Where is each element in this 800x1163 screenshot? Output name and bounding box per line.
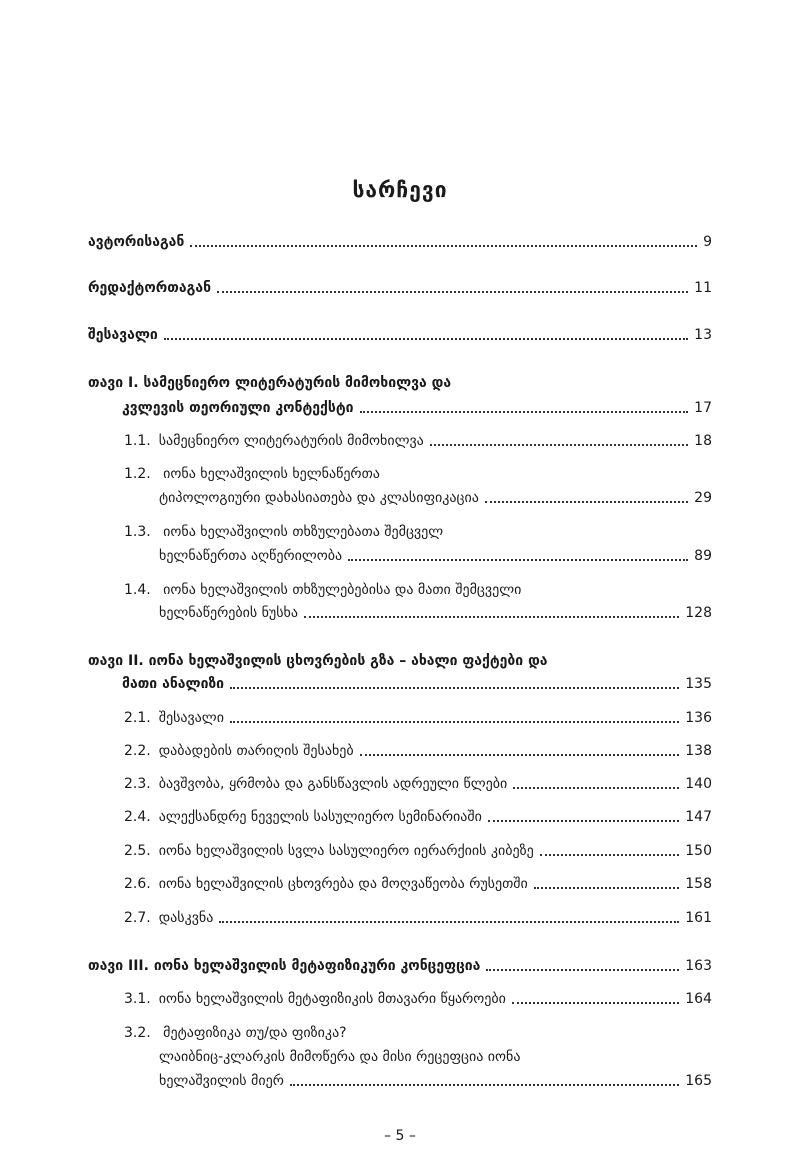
dot-leader <box>360 411 689 413</box>
dot-leader <box>230 687 679 689</box>
toc-entry-title: ხელაშვილის მიერ <box>159 1073 284 1089</box>
toc-entry-chapter-3[interactable] <box>88 956 712 976</box>
toc-entry-title: შესავალი <box>158 710 224 726</box>
toc-entry-title: იონა ხელაშვილის სვლა სასულიერო იერარქიის კიბეზე <box>158 843 534 859</box>
dot-leader <box>513 787 679 789</box>
toc-page-number: 165 <box>685 1073 712 1089</box>
section-number: 2.5. <box>124 843 151 859</box>
toc-page-number: 18 <box>694 433 712 449</box>
toc-entry-1-1[interactable] <box>124 431 712 451</box>
section-number: 3.2. <box>124 1025 151 1041</box>
page-title: სარჩევი <box>352 178 448 202</box>
section-3-2-first-line <box>124 1023 347 1043</box>
toc-entry-3-1[interactable] <box>124 989 712 1009</box>
toc-page-number: 158 <box>685 876 712 892</box>
toc-page-number: 161 <box>685 910 712 926</box>
section-1-4-first-line <box>124 580 521 600</box>
section-number: 3.1. <box>124 991 151 1007</box>
section-number: 2.7. <box>124 910 151 926</box>
toc-entry-1-4[interactable] <box>159 603 712 623</box>
dot-leader <box>290 1084 679 1086</box>
dot-leader <box>164 338 688 340</box>
toc-entry-introduction[interactable] <box>88 325 712 345</box>
section-title-line: იონა ხელაშვილის თხზულებებისა და მათი შემცველი <box>163 582 522 598</box>
toc-entry-title: თავი III. იონა ხელაშვილის მეტაფიზიკური კონცეფცია <box>88 958 481 974</box>
toc-entry-from-editors[interactable] <box>88 278 712 298</box>
dot-leader <box>217 291 688 293</box>
toc-page-number: 17 <box>694 400 712 416</box>
dot-leader <box>534 887 679 889</box>
dot-leader <box>190 245 697 247</box>
toc-page-number: 140 <box>685 776 712 792</box>
toc-entry-title: იონა ხელაშვილის ცხოვრება და მოღვაწეობა რუსეთში <box>158 876 528 892</box>
section-1-2-first-line <box>124 464 380 484</box>
toc-page-number: 128 <box>685 605 712 621</box>
dot-leader <box>230 721 679 723</box>
toc-entry-1-2[interactable] <box>159 488 712 508</box>
toc-entry-title: ალექსანდრე ნეველის სასულიერო სემინარიაში <box>158 809 482 825</box>
dot-leader <box>540 854 679 856</box>
toc-page-number: 163 <box>685 958 712 974</box>
toc-entry-2-5[interactable] <box>124 841 712 861</box>
toc-page-number: 9 <box>703 234 712 250</box>
toc-entry-2-2[interactable] <box>124 741 712 761</box>
toc-entry-2-6[interactable] <box>124 874 712 894</box>
section-1-3-first-line <box>124 522 443 542</box>
toc-page-number: 13 <box>694 327 712 343</box>
dot-leader <box>219 921 679 923</box>
toc-entry-from-author[interactable] <box>88 232 712 252</box>
toc-entry-title: შესავალი <box>88 327 158 343</box>
section-number: 2.6. <box>124 876 151 892</box>
section-number: 1.4. <box>124 582 151 598</box>
dot-leader <box>348 559 688 561</box>
toc-entry-title: დასკვნა <box>158 910 214 926</box>
toc-entry-title: ავტორისაგან <box>88 234 185 250</box>
toc-page-number: 29 <box>694 490 712 506</box>
toc-page-number: 147 <box>685 809 712 825</box>
toc-entry-chapter-1[interactable] <box>122 398 712 418</box>
dot-leader <box>512 1002 679 1004</box>
toc-page-number: 164 <box>685 991 712 1007</box>
section-number: 1.2. <box>124 466 151 482</box>
dot-leader <box>485 501 688 503</box>
section-number: 2.1. <box>124 710 151 726</box>
toc-entry-1-3[interactable] <box>159 546 712 566</box>
dot-leader <box>488 820 679 822</box>
section-number: 1.3. <box>124 524 151 540</box>
toc-page-number: 11 <box>694 280 712 296</box>
toc-entry-title: სამეცნიერო ლიტერატურის მიმოხილვა <box>158 433 424 449</box>
toc-page-number: 135 <box>685 676 712 692</box>
toc-entry-title: რედაქტორთაგან <box>88 280 212 296</box>
toc-entry-title: ბავშვობა, ყრმობა და განსწავლის ადრეული წლები <box>158 776 508 792</box>
section-title-line: მეტაფიზიკა თუ/და ფიზიკა? <box>163 1025 347 1041</box>
chapter-2-title-line: თავი II. იონა ხელაშვილის ცხოვრების გზა – ახალი ფაქტები და <box>88 653 548 669</box>
toc-entry-2-4[interactable] <box>124 807 712 827</box>
toc-entry-title: დაბადების თარიღის შესახებ <box>158 743 354 759</box>
toc-page-number: 138 <box>685 743 712 759</box>
dot-leader <box>486 969 679 971</box>
toc-entry-title: ტიპოლოგიური დახასიათება და კლასიფიკაცია <box>159 490 479 506</box>
section-number: 2.2. <box>124 743 151 759</box>
dot-leader <box>304 616 679 618</box>
toc-entry-title: ხელნაწერების ნუსხა <box>159 605 298 621</box>
section-title-line: იონა ხელაშვილის ხელნაწერთა <box>163 466 380 482</box>
section-3-2-second-line: ლაიბნიც-კლარკის მიმოწერა და მისი რეცეფცია იონა <box>159 1049 521 1065</box>
section-title-line: იონა ხელაშვილის თხზულებათა შემცველ <box>163 524 444 540</box>
page-footer-number: – 5 – <box>384 1128 416 1144</box>
toc-entry-chapter-2[interactable] <box>122 674 712 694</box>
section-number: 2.3. <box>124 776 151 792</box>
toc-entry-3-2[interactable] <box>159 1071 712 1091</box>
toc-entry-2-3[interactable] <box>124 774 712 794</box>
dot-leader <box>430 444 688 446</box>
toc-entry-title: კვლევის თეორიული კონტექსტი <box>122 400 354 416</box>
toc-entry-title: იონა ხელაშვილის მეტაფიზიკის მთავარი წყაროები <box>158 991 506 1007</box>
toc-entry-title: მათი ანალიზი <box>122 676 225 692</box>
dot-leader <box>360 754 680 756</box>
toc-page-number: 136 <box>685 710 712 726</box>
section-number: 1.1. <box>124 433 151 449</box>
toc-page-number: 89 <box>694 548 712 564</box>
section-number: 2.4. <box>124 809 151 825</box>
toc-page-number: 150 <box>685 843 712 859</box>
toc-entry-title: ხელნაწერთა აღწერილობა <box>159 548 343 564</box>
toc-entry-2-1[interactable] <box>124 708 712 728</box>
chapter-1-title-line: თავი I. სამეცნიერო ლიტერატურის მიმოხილვა და <box>88 375 452 391</box>
toc-entry-2-7[interactable] <box>124 908 712 928</box>
